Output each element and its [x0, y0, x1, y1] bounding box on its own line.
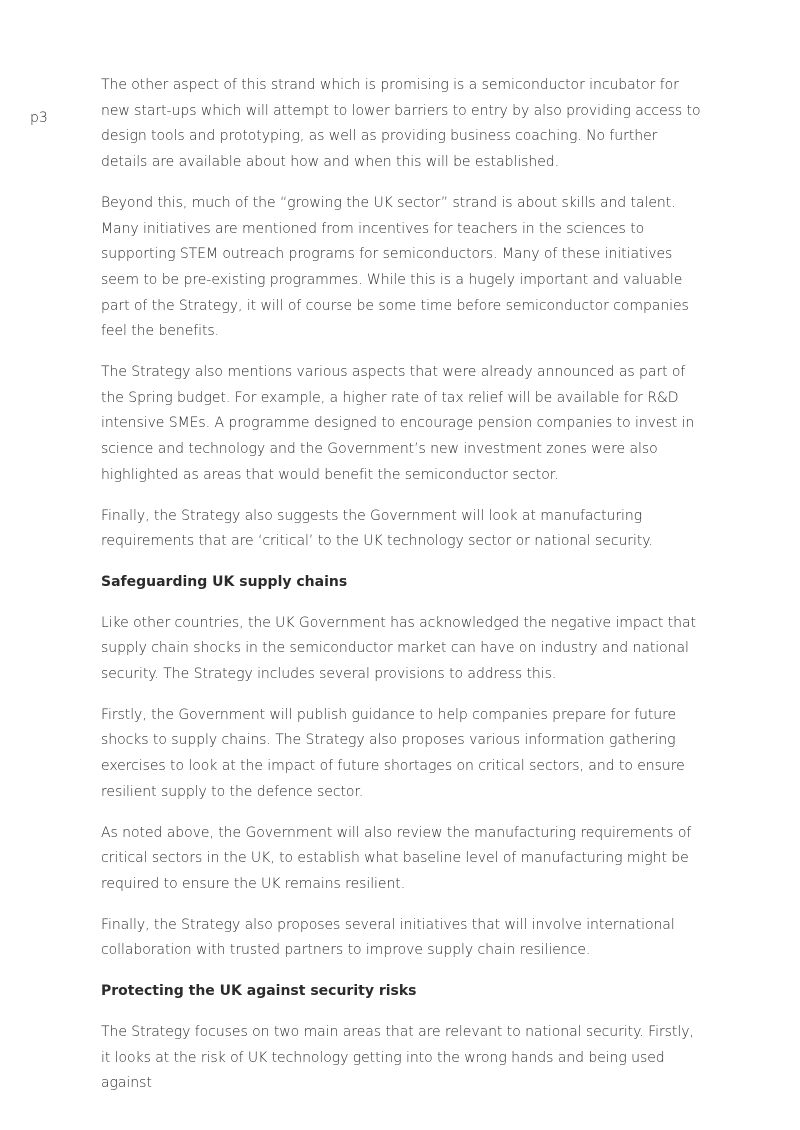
heading-security-risks: Protecting the UK against security risks — [101, 983, 417, 1000]
paragraph-review-manufacturing: As noted above, the Government will also review the manufacturing requirements of critical sectors in the UK, to establish what baseline level of manufacturing might be required to ensure the UK remains resilient. — [101, 824, 692, 892]
paragraph-incubator: The other aspect of this strand which is promising is a semiconductor incubator for new start-ups which will attempt to lower barriers to entry by also providing access to design tools and prototyping, as well as providing business coaching. No further details are available about how and when this will be established. — [101, 77, 701, 171]
paragraph-manufacturing-requirements: Finally, the Strategy also suggests the Government will look at manufacturing requirements that are ‘critical’ to the UK technology sector or national security. — [101, 507, 653, 550]
heading-safeguarding-supply-chains: Safeguarding UK supply chains — [101, 573, 348, 590]
document-body — [101, 73, 701, 1112]
paragraph-skills-talent: Beyond this, much of the “growing the UK sector” strand is about skills and talent. Many initiatives are mentioned from incentives for teachers in the sciences to supporting STEM outreach programs for semiconductors. Many of these initiatives seem to be pre-existing programmes. While this is a hugely important and valuable part of the Strategy, it will of course be some time before semiconductor companies feel the benefits. — [101, 194, 689, 340]
paragraph-international-collaboration: Finally, the Strategy also proposes several initiatives that will involve international collaboration with trusted partners to improve supply chain resilience. — [101, 916, 675, 959]
paragraph-guidance: Firstly, the Government will publish guidance to help companies prepare for future shocks to supply chains. The Strategy also proposes various information gathering exercises to look at the impact of future shortages on critical sectors, and to ensure resilient supply to the defence sector. — [101, 706, 685, 800]
paragraph-spring-budget: The Strategy also mentions various aspects that were already announced as part of the Spring budget. For example, a higher rate of tax relief will be available for R&D intensive SMEs. A programme designed to encourage pension companies to invest in science and technology and the Government’s new investment zones were also highlighted as areas that would benefit the semiconductor sector. — [101, 364, 695, 483]
paragraph-national-security: The Strategy focuses on two main areas that are relevant to national security. Firstly, it looks at the risk of UK technology getting into the wrong hands and being used against — [101, 1023, 694, 1092]
page-number: p3 — [30, 110, 48, 126]
paragraph-supply-chain-shocks: Like other countries, the UK Government has acknowledged the negative impact that supply chain shocks in the semiconductor market can have on industry and national security. The Strategy includes several provisions to address this. — [101, 614, 696, 683]
